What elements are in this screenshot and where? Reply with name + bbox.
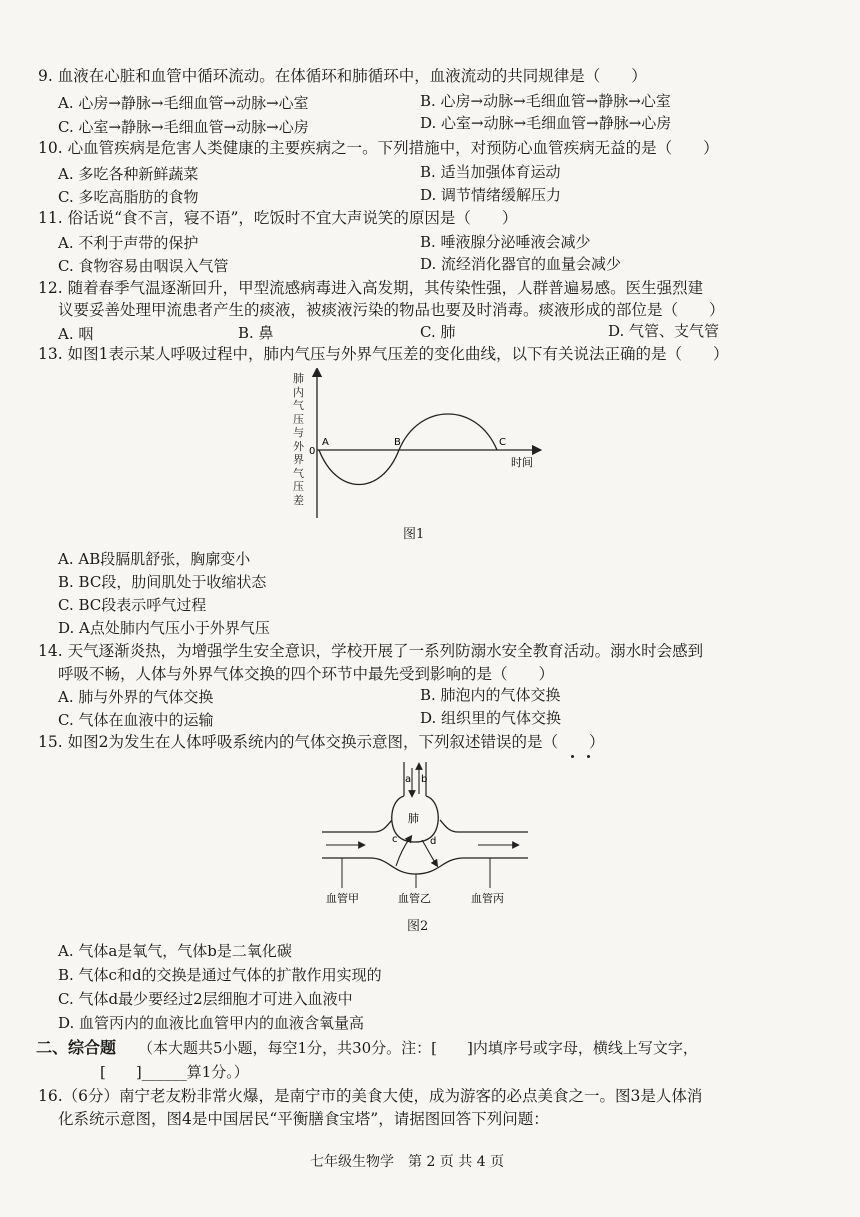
q14-option-a: A. 肺与外界的气体交换 <box>58 688 214 706</box>
q15-option-a: A. 气体a是氧气，气体b是二氧化碳 <box>58 942 292 960</box>
page-footer: 七年级生物学 第 2 页 共 4 页 <box>310 1154 505 1170</box>
gas-b-label: b <box>421 774 428 785</box>
gas-c-label: c <box>392 834 398 845</box>
gas-d-label: d <box>430 836 437 847</box>
figure2-caption: 图2 <box>407 919 429 934</box>
q10-stem: 10. 心血管疾病是危害人类健康的主要疾病之一。下列措施中，对预防心血管疾病无益的是（ ） <box>38 139 719 157</box>
gas-c-arrow <box>396 838 410 866</box>
q15-stem: 15. 如图2为发生在人体呼吸系统内的气体交换示意图，下列叙述错误的是（ ） <box>38 733 605 751</box>
q13-option-d: D. A点处肺内气压小于外界气压 <box>58 619 270 637</box>
q14-option-b: B. 肺泡内的气体交换 <box>420 686 561 704</box>
vessel-yi-label: 血管乙 <box>398 892 431 905</box>
section2-title: 二、综合题 <box>36 1038 117 1057</box>
q15-option-c: C. 气体d最少要经过2层细胞才可进入血液中 <box>58 990 353 1008</box>
q12-stem-line2: 议要妥善处理甲流患者产生的痰液，被痰液污染的物品也要及时消毒。痰液形成的部位是（ ） <box>58 301 725 319</box>
q12-option-a: A. 咽 <box>58 325 94 343</box>
organ-label: 肺 <box>408 812 419 825</box>
q12-stem-line1: 12. 随着春季气温逐渐回升，甲型流感病毒进入高发期，其传染性强，人群普遍易感。医生强烈建 <box>38 279 704 297</box>
q9-stem: 9. 血液在心脏和血管中循环流动。在体循环和肺循环中，血液流动的共同规律是（ ） <box>38 67 647 85</box>
q10-option-b: B. 适当加强体育运动 <box>420 163 561 181</box>
q9-option-c: C. 心室→静脉→毛细血管→动脉→心房 <box>58 118 309 136</box>
emphasis-dot <box>571 755 574 758</box>
q14-stem-line2: 呼吸不畅，人体与外界气体交换的四个环节中最先受到影响的是（ ） <box>58 665 555 683</box>
figure1-point-c: C <box>499 437 506 448</box>
q14-option-d: D. 组织里的气体交换 <box>420 709 562 727</box>
q12-option-d: D. 气管、支气管 <box>608 322 720 340</box>
vessel-bing-label: 血管丙 <box>471 892 504 905</box>
figure1-pressure-curve <box>285 368 555 528</box>
q9-option-a: A. 心房→静脉→毛细血管→动脉→心室 <box>58 94 309 112</box>
figure1-point-a: A <box>322 437 329 448</box>
q14-option-c: C. 气体在血液中的运输 <box>58 711 214 729</box>
vessel-jia-label: 血管甲 <box>326 892 359 905</box>
figure1-y-label: 肺内气压与外界气压差 <box>293 372 304 507</box>
q15-option-d: D. 血管丙内的血液比血管甲内的血液含氧量高 <box>58 1014 365 1032</box>
q10-option-d: D. 调节情绪缓解压力 <box>420 186 562 204</box>
section2-note-line1: （本大题共5小题，每空1分，共30分。注：[ ]内填序号或字母，横线上写文字， <box>138 1039 698 1057</box>
q10-option-c: C. 多吃高脂肪的食物 <box>58 188 199 206</box>
q9-option-b: B. 心房→动脉→毛细血管→静脉→心室 <box>420 92 671 110</box>
q12-option-c: C. 肺 <box>420 323 456 341</box>
figure1-caption: 图1 <box>403 527 425 542</box>
q11-stem: 11. 俗话说“食不言，寝不语”，吃饭时不宜大声说笑的原因是（ ） <box>38 209 518 227</box>
figure1-x-label: 时间 <box>511 456 533 469</box>
q10-option-a: A. 多吃各种新鲜蔬菜 <box>58 165 199 183</box>
figure1-origin: 0 <box>309 446 316 457</box>
emphasis-dot <box>587 755 590 758</box>
q16-line2: 化系统示意图，图4是中国居民“平衡膳食宝塔”，请据图回答下列问题： <box>58 1110 549 1128</box>
q11-option-b: B. 唾液腺分泌唾液会减少 <box>420 233 591 251</box>
section2-note-line2: [ ]______算1分。） <box>100 1063 249 1081</box>
q11-option-a: A. 不利于声带的保护 <box>58 234 199 252</box>
q14-stem-line1: 14. 天气逐渐炎热，为增强学生安全意识，学校开展了一系列防溺水安全教育活动。溺水时会感到 <box>38 642 704 660</box>
figure2-gas-exchange <box>318 760 543 915</box>
q11-option-c: C. 食物容易由咽误入气管 <box>58 257 229 275</box>
q16-line1: 16.（6分）南宁老友粉非常火爆，是南宁市的美食大使，成为游客的必点美食之一。图3是人体消 <box>38 1087 703 1105</box>
q9-option-d: D. 心室→动脉→毛细血管→静脉→心房 <box>420 114 672 132</box>
q15-option-b: B. 气体c和d的交换是通过气体的扩散作用实现的 <box>58 966 382 984</box>
q13-option-a: A. AB段膈肌舒张，胸廓变小 <box>58 550 251 568</box>
q12-option-b: B. 鼻 <box>238 324 274 342</box>
q13-option-b: B. BC段，肋间肌处于收缩状态 <box>58 573 267 591</box>
gas-a-label: a <box>405 774 412 785</box>
figure1-point-b: B <box>394 437 401 448</box>
q13-option-c: C. BC段表示呼气过程 <box>58 596 207 614</box>
figure1-curve <box>319 414 497 485</box>
q13-stem: 13. 如图1表示某人呼吸过程中，肺内气压与外界气压差的变化曲线，以下有关说法正确的是（ ） <box>38 345 729 363</box>
q11-option-d: D. 流经消化器官的血量会减少 <box>420 255 622 273</box>
